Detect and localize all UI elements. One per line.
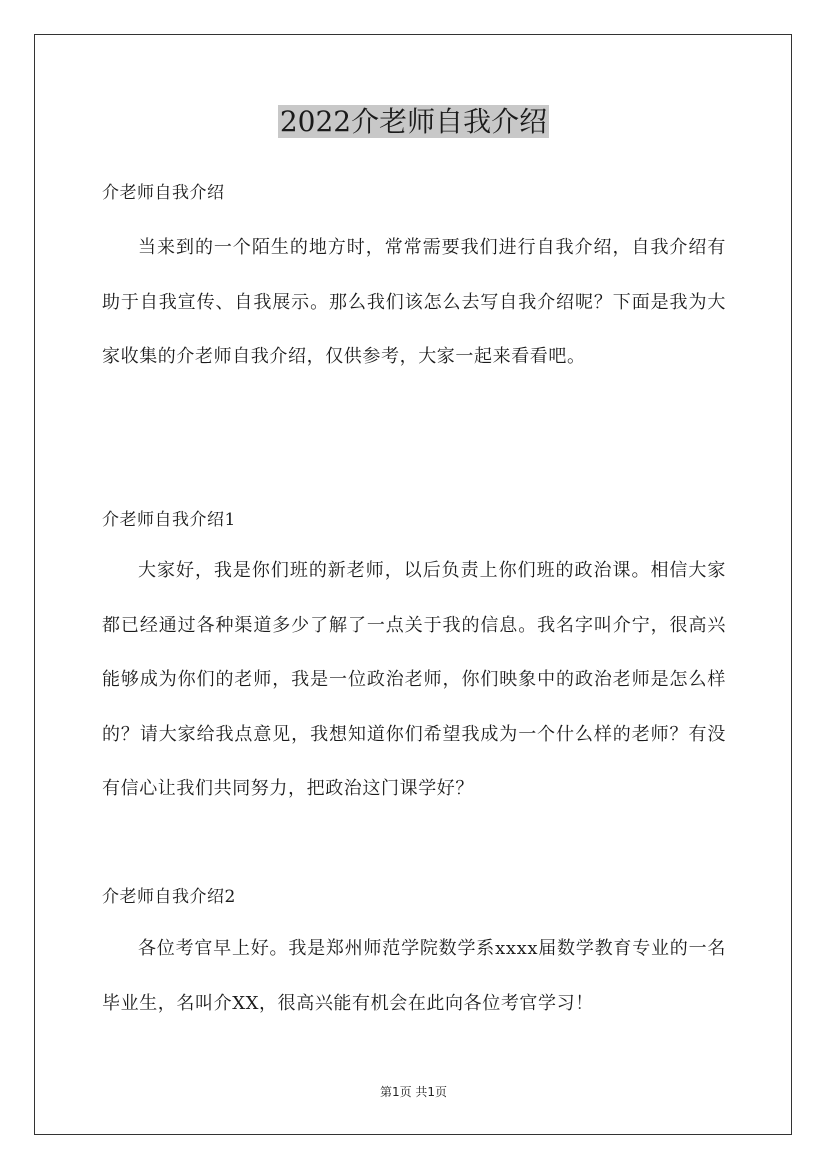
page-footer: 第1页 共1页 bbox=[379, 1085, 448, 1099]
section-heading-2: 介老师自我介绍2 bbox=[102, 887, 236, 907]
section-heading-1: 介老师自我介绍1 bbox=[102, 510, 236, 530]
section-paragraph-2: 各位考官早上好。我是郑州师范学院数学系xxxx届数学教育专业的一名毕业生，名叫介XX，很高兴能有机会在此向各位考官学习！ bbox=[102, 938, 726, 1014]
intro-paragraph: 当来到的一个陌生的地方时，常常需要我们进行自我介绍，自我介绍有助于自我宣传、自我展示。那么我们该怎么去写自我介绍呢？下面是我为大家收集的介老师自我介绍，仅供参考，大家一起来看看吧。 bbox=[102, 237, 726, 367]
intro-heading: 介老师自我介绍 bbox=[102, 183, 225, 203]
section-paragraph-1: 大家好，我是你们班的新老师，以后负责上你们班的政治课。相信大家都已经通过各种渠道多少了解了一点关于我的信息。我名字叫介宁，很高兴能够成为你们的老师，我是一位政治老师，你们映象中的政治老师是怎么样的？请大家给我点意见，我想知道你们希望我成为一个什么样的老师？有没有信心让我们共同努力，把政治这门课学好？ bbox=[102, 560, 726, 799]
document-title bbox=[0, 103, 827, 141]
document-title-text: 2022介老师自我介绍 bbox=[279, 105, 548, 138]
